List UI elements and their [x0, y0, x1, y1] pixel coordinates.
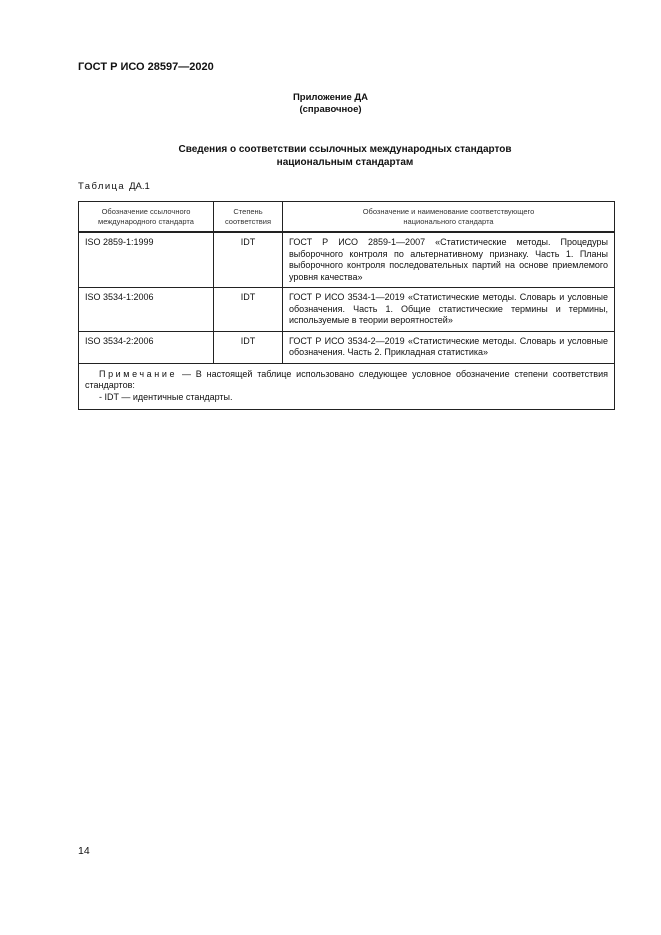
- column-header-line: Обозначение ссылочного: [101, 207, 191, 216]
- cell-national-standard: ГОСТ Р ИСО 3534-1—2019 «Статистические методы. Словарь и условные обозначения. Часть 1. Общие статистические термины и термины, используемые в теории вероятностей»: [283, 288, 615, 332]
- table-note-row: [79, 363, 615, 410]
- table-note: [79, 363, 615, 410]
- column-header-degree: [214, 202, 283, 233]
- table-caption: [78, 181, 150, 192]
- section-heading-line-1: Сведения о соответствии ссылочных международных стандартов: [178, 144, 512, 155]
- annex-subtitle: (справочное): [299, 104, 362, 115]
- table-note-text: [85, 369, 608, 392]
- cell-degree: IDT: [214, 288, 283, 332]
- standards-table: [78, 201, 615, 410]
- page-number: 14: [78, 845, 90, 857]
- cell-intl-standard: ISO 3534-2:2006: [79, 331, 214, 363]
- table-caption-number: ДА.1: [129, 181, 150, 192]
- column-header-line: международного стандарта: [98, 217, 194, 226]
- cell-national-standard: ГОСТ Р ИСО 2859-1—2007 «Статистические методы. Процедуры выборочного контроля по альтернативному признаку. Часть 1. Планы выборочного контроля последовательных партий на основе приемлемого уровня качества»: [283, 232, 615, 288]
- cell-intl-standard: ISO 2859-1:1999: [79, 232, 214, 288]
- table-header-row: [79, 202, 615, 233]
- table-note-label: Примечание: [99, 368, 178, 379]
- column-header-line: Обозначение и наименование соответствующего: [362, 207, 535, 216]
- column-header-line: национального стандарта: [403, 217, 494, 226]
- column-header-line: соответствия: [224, 217, 272, 226]
- section-heading-line-2: национальным стандартам: [276, 157, 414, 168]
- cell-degree: IDT: [214, 331, 283, 363]
- table-caption-label: Таблица: [78, 181, 126, 192]
- cell-intl-standard: ISO 3534-1:2006: [79, 288, 214, 332]
- column-header-national-standard: [283, 202, 615, 233]
- annex-title: Приложение ДА: [292, 92, 369, 103]
- table-note-item: - IDT — идентичные стандарты.: [99, 391, 233, 402]
- table-note-body: — В настоящей таблице использовано следующее условное обозначение степени соответствия стандартов:: [85, 368, 608, 390]
- section-heading: [0, 143, 661, 169]
- document-code-header: ГОСТ Р ИСО 28597—2020: [78, 61, 214, 73]
- cell-degree: IDT: [214, 232, 283, 288]
- column-header-line: Степень: [233, 207, 263, 216]
- table-row: [79, 288, 615, 332]
- column-header-intl-standard: [79, 202, 214, 233]
- table-row: [79, 331, 615, 363]
- table-row: [79, 232, 615, 288]
- cell-national-standard: ГОСТ Р ИСО 3534-2—2019 «Статистические методы. Словарь и условные обозначения. Часть 2. Прикладная статистика»: [283, 331, 615, 363]
